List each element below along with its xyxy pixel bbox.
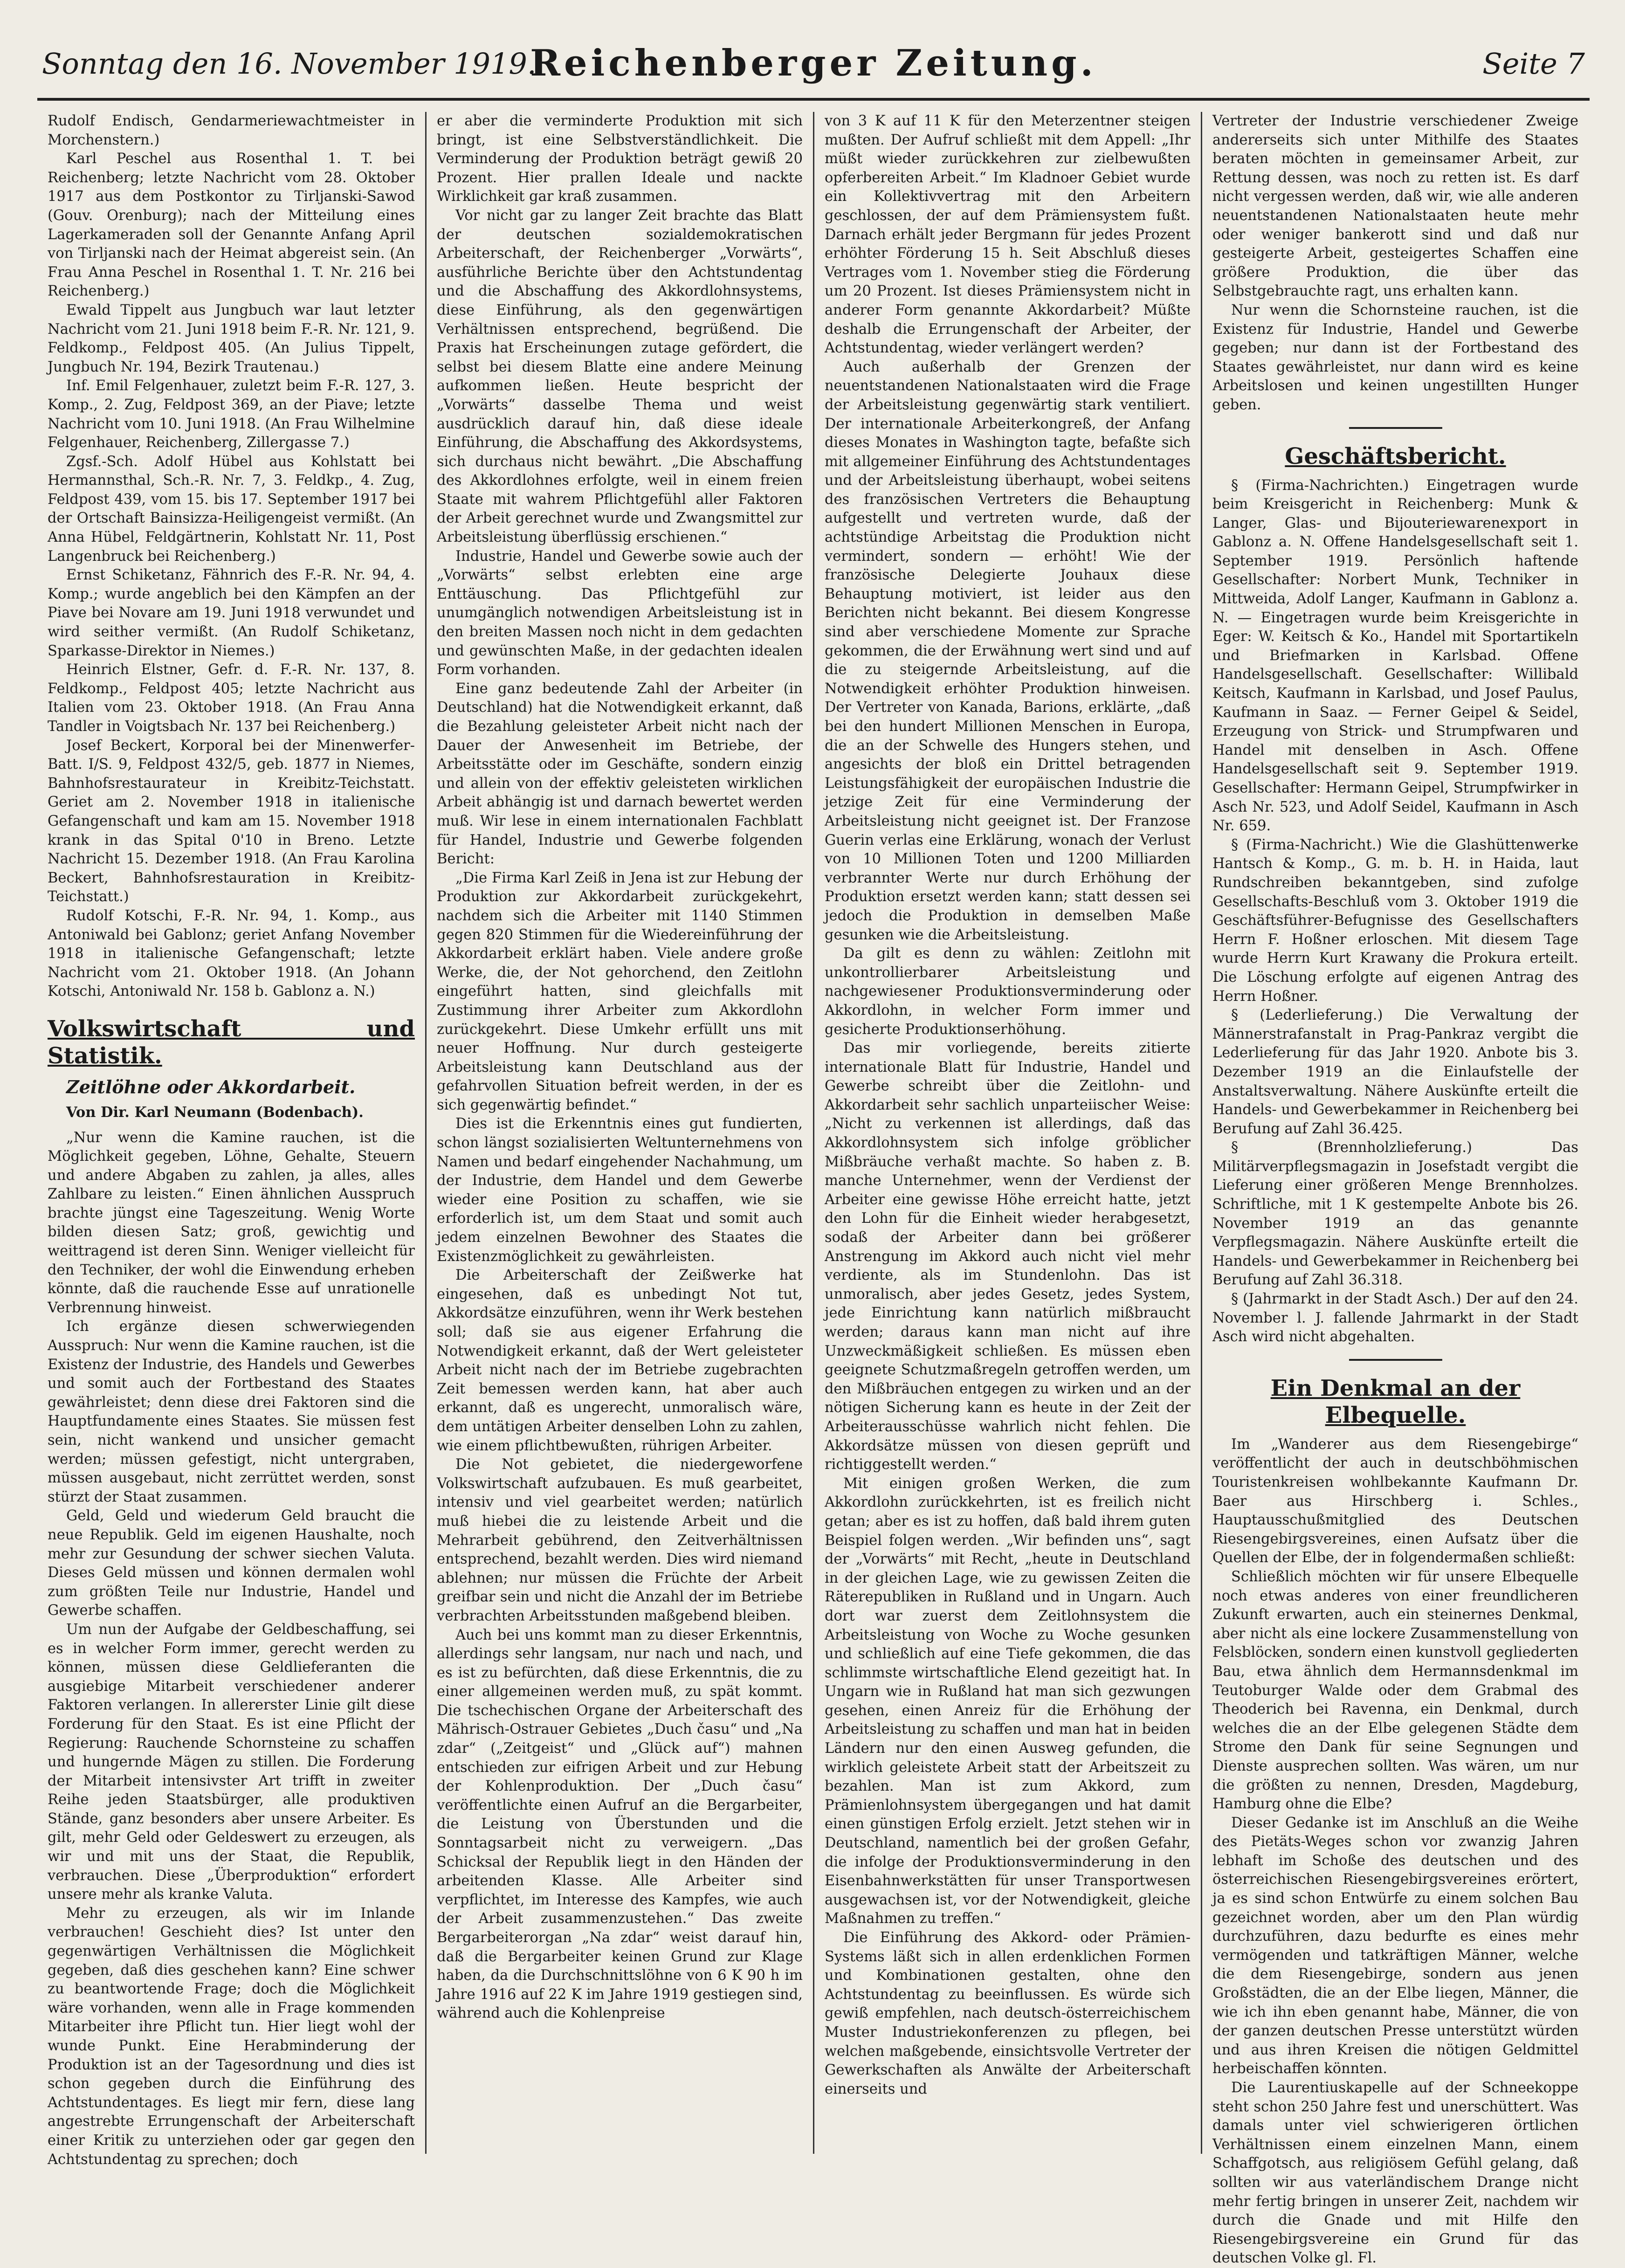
issue-date: Sonntag den 16. November 1919.: [42, 47, 537, 81]
paragraph: Zgsf.-Sch. Adolf Hübel aus Kohlstatt bei Hermannsthal, Sch.-R. Nr. 7, 3. Feldkp., 4. Zug, Feldpost 439, vom 15. bis 17. September 1917 bei der Ortschaft Bainsizza-Heiligengeist vermißt. (An Anna Hübel, Feldgärtnerin, Kohlstatt Nr. 11, Post Langenbruck bei Reichenberg.): [48, 453, 415, 565]
paragraph: § (Jahrmarkt in der Stadt Asch.) Der auf den 24. November l. J. fallende Jahrmarkt in der Stadt Asch wird nicht abgehalten.: [1212, 1291, 1578, 1345]
paragraph: Im „Wanderer aus dem Riesengebirge“ veröffentlicht der auch in deutschböhmischen Touristenkreisen wohlbekannte Kaufmann Dr. Baer aus Hirschberg i. Schles., Hauptausschußmitglied des Deutschen Riesengebirgsvereines, einen Aufsatz über die Quellen der Elbe, der in folgendermaßen schließt:: [1212, 1436, 1578, 1566]
article-columns: [37, 112, 1590, 2267]
paragraph: Ewald Tippelt aus Jungbuch war laut letzter Nachricht vom 21. Juni 1918 beim F.-R. Nr. 121, 9. Feldkomp., Feldpost 405. (An Julius Tippelt, Jungbuch Nr. 194, Bezirk Trautenau.): [48, 302, 415, 375]
paragraph: Schließlich möchten wir für unsere Elbequelle noch etwas anderes von einer freundlicheren Zukunft erwarten, auch ein steinernes Denkmal, aber nicht als eine lockere Zusammenstellung von Felsblöcken, sondern einen kunstvoll gegliederten Bau, etwa ähnlich dem Hermannsdenkmal im Teutoburger Walde oder dem Grabmal des Theoderich bei Ravenna, ein Denkmal, durch welches die an der Elbe gelegenen Städte dem Strome den Dank für seine Segnungen und Dienste ausprechen sollten. Was wären, um nur die größten zu nennen, Dresden, Magdeburg, Hamburg ohne die Elbe?: [1212, 1568, 1578, 1813]
paragraph: § (Firma-Nachrichten.) Eingetragen wurde beim Kreisgericht in Reichenberg: Munk & Langer, Glas- und Bijouteriewarenexport in Gablonz a. N. Offene Handelsgesellschaft seit 1. September 1919. Persönlich haftende Gesellschafter: Norbert Munk, Techniker in Mittweida, Adolf Langer, Kaufmann in Gablonz a. N. — Eingetragen wurde beim Kreisgerichte in Eger: W. Keitsch & Ko., Handel mit Sportartikeln und Briefmarken in Karlsbad. Offene Handelsgesellschaft. Gesellschafter: Willibald Keitsch, Kaufmann in Karlsbad, und Josef Paulus, Kaufmann in Saaz. — Ferner Geipel & Seidel, Erzeugung von Strick- und Strumpfwaren und Handel mit denselben in Asch. Offene Handelsgesellschaft seit 9. September 1919. Gesellschafter: Hermann Geipel, Strumpfwirker in Asch Nr. 523, und Adolf Seidel, Kaufmann in Asch Nr. 659.: [1212, 477, 1578, 834]
paragraph: Auch außerhalb der Grenzen der neuentstandenen Nationalstaaten wird die Frage der Arbeitsleistung gegenwärtig stark ventiliert. Der internationale Arbeiterkongreß, der Anfang dieses Monates in Washington tagte, befaßte sich mit allgemeiner Einführung des Achtstundentages und der Arbeitsleistung überhaupt, wobei seitens des französischen Vertreters die Behauptung aufgestellt und vertreten wurde, daß der achtstündige Arbeitstag die Produktion nicht vermindert, sondern — erhöht! Wie der französische Delegierte Jouhaux diese Behauptung motiviert, ist leider aus den Berichten nicht bekannt. Bei diesem Kongresse sind aber verschiedene Momente zur Sprache gekommen, die der Erwähnung wert sind und auf die zu steigernde Arbeitsleistung, auf die Notwendigkeit erhöhter Produktion hinweisen. Der Vertreter von Kanada, Barions, erklärte, „daß bei den hundert Millionen Menschen in Europa, die an der Schwelle des Hungers stehen, und angesichts der bloß ein Drittel betragenden Leistungsfähigkeit der europäischen Industrie die jetzige Zeit für eine Verminderung der Arbeitsleistung nicht geeignet ist. Der Franzose Guerin verlas eine Erklärung, wonach der Verlust von 10 Millionen Toten und 1200 Milliarden verbrannter Werte nur durch Erhöhung der Produktion ersetzt werden kann; statt dessen sei jedoch die Produktion in demselben Maße gesunken wie die Arbeitsleistung.: [825, 358, 1191, 943]
paragraph: Ich ergänze diesen schwerwiegenden Ausspruch: Nur wenn die Kamine rauchen, ist die Existenz der Industrie, des Handels und Gewerbes und somit auch der Fortbestand des Staates gewährleistet; denn diese drei Faktoren sind die Hauptfundamente eines Staates. Sie müssen fest sein, nicht wankend und unsicher gemacht werden; müssen gefestigt, nicht untergraben, müssen ausgebaut, nicht zerrüttet werden, sonst stürzt der Staat zusammen.: [48, 1318, 415, 1505]
paragraph: Karl Peschel aus Rosenthal 1. T. bei Reichenberg; letzte Nachricht vom 28. Oktober 1917 aus dem Postkontor zu Tirljanski-Sawod (Gouv. Orenburg); nach der Mitteilung eines Lagerkameraden soll der Genannte Anfang April von Tirljanski nach der Heimat abgereist sein. (An Frau Anna Peschel in Rosenthal 1. T. Nr. 216 bei Reichenberg.): [48, 151, 415, 300]
article-title: Zeitlöhne oder Akkordarbeit.: [66, 1076, 356, 1097]
paragraph: Inf. Emil Felgenhauer, zuletzt beim F.-R. 127, 3. Komp., 2. Zug, Feldpost 369, an der Piave; letzte Nachricht vom 10. Juni 1918. (An Frau Wilhelmine Felgenhauer, Reichenberg, Zillergasse 7.): [48, 378, 415, 451]
paragraph: Die Arbeiterschaft der Zeißwerke hat eingesehen, daß es unbedingt Not tut, Akkordsätze einzuführen, wenn ihr Werk bestehen soll; daß sie aus eigener Erfahrung die Notwendigkeit erkannt, daß der Wert geleisteter Arbeit nicht nach der im Betriebe zugebrachten Zeit bemessen werden kann, hat aber auch erkannt, daß es ungerecht, unmoralisch wäre, dem untätigen Arbeiter denselben Lohn zu zahlen, wie einem pflichtbewußten, rührigen Arbeiter.: [437, 1267, 803, 1454]
article-author: Von Dir. Karl Neumann (Bodenbach).: [66, 1103, 364, 1121]
paragraph: § (Firma-Nachricht.) Wie die Glashüttenwerke Hantsch & Komp., G. m. b. H. in Haida, laut Rundschreiben bekanntgeben, sind zufolge Gesellschafts-Beschluß vom 3. Oktober 1919 die Geschäftsführer-Befugnisse des Gesellschafters Herrn F. Hoßner erloschen. Mit diesem Tage wurde Herrn Kurt Krawany die Prokura erteilt. Die Löschung erfolgte auf eigenen Antrag des Herrn Hoßner.: [1212, 836, 1578, 1005]
section-title: Volkswirtschaft und Statistik.: [48, 1015, 415, 1069]
paragraph: Dieser Gedanke ist im Anschluß an die Weihe des Pietäts-Weges schon vor zwanzig Jahren lebhaft im Schoße des deutschen und des österreichischen Riesengebirgsvereines erörtert, ja es sind schon Entwürfe zu einem solchen Bau gezeichnet worden, aber um den Plan würdig durchzuführen, dazu bedurfte es eines mehr vermögenden und tatkräftigen Männer, welche die dem Riesengebirge, sondern aus jenen Großstädten, die an der Elbe liegen, Männer, die wie ich ihn eben genannt habe, Männer, die von der ganzen deutschen Presse unterstützt würden und aus ihren Kreisen die nötigen Geldmittel herbeischaffen könnten.: [1212, 1814, 1578, 2077]
paragraph: Um nun der Aufgabe der Geldbeschaffung, sei es in welcher Form immer, gerecht werden zu können, müssen diese Geldlieferanten die ausgiebige Mitarbeit verschiedener anderer Faktoren verlangen. In allererster Linie gilt diese Forderung für den Staat. Es ist eine Pflicht der Regierung: Rauchende Schornsteine zu schaffen und hungernde Mägen zu stillen. Die Forderung der Mitarbeit intensivster Art trifft in zweiter Reihe jeden Staatsbürger, alle produktiven Stände, ganz besonders aber unsere Arbeiter. Es gilt, mehr Geld oder Geldeswert zu erzeugen, als wir und mit uns der Staat, die Republik, verbrauchen. Diese „Überproduktion“ erfordert unsere mehr als kranke Valuta.: [48, 1621, 415, 1903]
column-2: [425, 112, 813, 2154]
newspaper-title: Reichenberger Zeitung.: [530, 42, 1097, 84]
column-3: [813, 112, 1201, 2154]
paragraph: § (Lederlieferung.) Die Verwaltung der Männerstrafanstalt in Prag-Pankraz vergibt die Lederlieferung für das Jahr 1920. Anbote bis 3. Dezember 1919 an die Einlaufstelle der Anstaltsverwaltung. Nähere Auskünfte erteilt die Handels- und Gewerbekammer in Reichenberg bei Berufung auf Zahl 36.425.: [1212, 1007, 1578, 1137]
paragraph: er aber die verminderte Produktion mit sich bringt, ist eine Selbstverständlichkeit. Die Verminderung der Produktion beträgt gewiß 20 Prozent. Hier prallen Ideale und nackte Wirklichkeit gar kraß zusammen.: [437, 113, 803, 205]
paragraph: Ernst Schiketanz, Fähnrich des F.-R. Nr. 94, 4. Komp.; wurde angeblich bei den Kämpfen an der Piave bei Novare am 19. Juni 1918 verwundet und wird seither vermißt. (An Rudolf Schiketanz, Sparkasse-Direktor in Niemes.): [48, 567, 415, 659]
divider: [1349, 1359, 1442, 1361]
column-4: [1201, 112, 1589, 2267]
paragraph: Das mir vorliegende, bereits zitierte internationale Blatt für Industrie, Handel und Gewerbe schreibt über die Zeitlohn- und Akkordarbeit sehr sachlich unparteiischer Weise: „Nicht zu verkennen ist allerdings, daß das Akkordlohnsystem sich infolge gröblicher Mißbräuche verhaßt machte. So haben z. B. manche Unternehmer, wenn der Verdienst der Arbeiter eine gewisse Höhe erreicht hatte, jetzt den Lohn für die Einheit wieder herabgesetzt, sodaß der Arbeiter dann bei größerer Anstrengung im Akkord auch nicht viel mehr verdiente, als im Stundenlohn. Das ist unmoralisch, aber jedes Gesetz, jedes System, jede Einrichtung kann natürlich mißbraucht werden; daraus kann man nicht auf ihre Unzweckmäßigkeit schließen. Es müssen eben geeignete Schutzmaßregeln getroffen werden, um den Mißbräuchen entgegen zu wirken und an der nötigen Sicherung kann es heute in der Zeit der Arbeiterausschüsse wahrlich nicht fehlen. Die Akkordsätze müssen von diesen geprüft und richtiggestellt werden.“: [825, 1040, 1191, 1473]
section-title: Geschäftsbericht.: [1285, 443, 1506, 469]
paragraph: Nur wenn die Schornsteine rauchen, ist die Existenz für Industrie, Handel und Gewerbe gegeben; nur dann ist der Fortbestand des Staates gewährleistet, nur dann wird es keine Arbeitslosen und keinen ungestillten Hunger geben.: [1212, 302, 1578, 413]
paragraph: Da gilt es denn zu wählen: Zeitlohn mit unkontrollierbarer Arbeitsleistung und nachgewiesener Produktionsverminderung oder Akkordlohn, in welcher Form immer und gesicherte Produktionserhöhung.: [825, 945, 1191, 1038]
paragraph: Mehr zu erzeugen, als wir im Inlande verbrauchen! Geschieht dies? Ist unter den gegenwärtigen Verhältnissen die Möglichkeit gegeben, daß dies geschehen kann? Eine schwer zu beantwortende Frage; doch die Möglichkeit wäre vorhanden, wenn alle in Frage kommenden Mitarbeiter ihre Pflicht tun. Hier liegt wohl der wunde Punkt. Eine Herabminderung der Produktion ist an der Tagesordnung und dies ist schon gegeben durch die Einführung des Achtstundentages. Es liegt mir fern, diese lang angestrebte Errungenschaft der Arbeiterschaft einer Kritik zu unterziehen oder gar gegen den Achtstundentag zu sprechen; doch: [48, 1905, 415, 2168]
paragraph: Josef Beckert, Korporal bei der Minenwerfer-Batt. I/S. 9, Feldpost 432/5, geb. 1877 in Niemes, Bahnhofsrestaurateur in Kreibitz-Teichstatt. Geriet am 2. November 1918 in italienische Gefangenschaft und kam am 15. November 1918 krank in das Spital 0'10 in Breno. Letzte Nachricht 15. Dezember 1918. (An Frau Karolina Beckert, Bahnhofsrestauration in Kreibitz-Teichstatt.): [48, 737, 415, 905]
paragraph: Die Einführung des Akkord- oder Prämien-Systems läßt sich in allen erdenklichen Formen und Kombinationen gestalten, ohne den Achtstundentag zu beeinflussen. Es würde sich gewiß empfehlen, nach deutsch-österreichischem Muster Industriekonferenzen zu pflegen, bei welchen maßgebende, einsichtsvolle Vertreter der Gewerkschaften als Anwälte der Arbeiterschaft einerseits und: [825, 1930, 1191, 2097]
article-title: Ein Denkmal an der Elbequelle.: [1270, 1375, 1521, 1428]
paragraph: § (Brennholzlieferung.) Das Militärverpflegsmagazin in Josefstadt vergibt die Lieferung einer größeren Menge Brennholzes. Schriftliche, mit 1 K gestempelte Anbote bis 26. November 1919 an das genannte Verpflegsmagazin. Nähere Auskünfte erteilt die Handels- und Gewerbekammer in Reichenberg bei Berufung auf Zahl 36.318.: [1212, 1139, 1578, 1289]
paragraph: Heinrich Elstner, Gefr. d. F.-R. Nr. 137, 8. Feldkomp., Feldpost 405; letzte Nachricht aus Italien vom 23. Oktober 1918. (An Frau Anna Tandler in Voigtsbach Nr. 137 bei Reichenberg.): [48, 662, 415, 735]
paragraph: Mit einigen großen Werken, die zum Akkordlohn zurückkehrten, ist es freilich nicht getan; aber es ist zu hoffen, daß bald ihrem guten Beispiel folgen werden. „Wir befinden uns“, sagt der „Vorwärts“ mit Recht, „heute in Deutschland in der gleichen Lage, wie zu gewissen Zeiten die Räterepubliken in Rußland und in Ungarn. Auch dort war zuerst dem Zeitlohnsystem die Arbeitsleistung von Woche zu Woche gesunken und schließlich auf eine Tiefe gekommen, die das schlimmste wirtschaftliche Elend gezeitigt hat. In Ungarn wie in Rußland hat man sich gezwungen gesehen, einen Anreiz für die Erhöhung der Arbeitsleistung zu schaffen und man hat in beiden Ländern nur den einen Ausweg gefunden, die wirklich geleistete Arbeit statt der Arbeitszeit zu bezahlen. Man ist zum Akkord, zum Prämienlohnsystem übergegangen und hat damit einen günstigen Erfolg erzielt. Jetzt stehen wir in Deutschland, namentlich bei der großen Gefahr, die infolge der Produktionsverminderung in den Eisenbahnwerkstätten für unser Transportwesen ausgewachsen ist, vor der Notwendigkeit, gleiche Maßnahmen zu treffen.“: [825, 1475, 1191, 1927]
paragraph: Vor nicht gar zu langer Zeit brachte das Blatt der deutschen sozialdemokratischen Arbeiterschaft, der Reichenberger „Vorwärts“, ausführliche Berichte über den Achtstundentag und die Abschaffung des Akkordlohnsystems, diese Einführung, als den gegenwärtigen Verhältnissen entsprechend, begrüßend. Die Praxis hat Erscheinungen zutage gefördert, die selbst bei diesem Blatte eine andere Meinung aufkommen ließen. Heute bespricht der „Vorwärts“ dasselbe Thema und weist ausdrücklich darauf hin, daß diese ideale Einführung, die Abschaffung des Akkordsystems, sich durchaus nicht bewährt. „Die Abschaffung des Akkordlohnes erfolgte, weil in einem freien Staate mit wahrem Pflichtgefühl aller Faktoren der Arbeit gerechnet wurde und Zwangsmittel zur Arbeitsleistung überflüssig erschienen.“: [437, 207, 803, 546]
paragraph: „Nur wenn die Kamine rauchen, ist die Möglichkeit gegeben, Löhne, Gehalte, Steuern und andere Abgaben zu zahlen, ja alles, alles Zahlbare zu leisten.“ Einen ähnlichen Ausspruch brachte jüngst eine Tageszeitung. Wenig Worte bilden diesen Satz; groß, gewichtig und weittragend ist deren Sinn. Weniger vielleicht für den Techniker, der wohl die Einwendung erheben könnte, daß die rauchende Esse auf unrationelle Verbrennung hinweist.: [48, 1129, 415, 1316]
paragraph: Industrie, Handel und Gewerbe sowie auch der „Vorwärts“ selbst erlebten eine arge Enttäuschung. Das Pflichtgefühl zur unumgänglich notwendigen Arbeitsleistung ist in den breiten Massen noch nicht in dem gedachten und gewünschten Maße, in der gedachten idealen Form vorhanden.: [437, 548, 803, 678]
paragraph: Auch bei uns kommt man zu dieser Erkenntnis, allerdings sehr langsam, nur nach und nach, und es ist zu befürchten, daß diese Erkenntnis, die zu einer allgemeinen werden muß, zu spät kommt. Die tschechischen Organe der Arbeiterschaft des Mährisch-Ostrauer Gebietes „Duch času“ und „Na zdar“ („Zeitgeist“ und „Glück auf“) mahnen entschieden zur eifrigen Arbeit und zur Hebung der Kohlenproduktion. Der „Duch času“ veröffentlichte einen Aufruf an die Bergarbeiter, die Leistung von Überstunden und die Sonntagsarbeit nicht zu verweigern. „Das Schicksal der Republik liegt in den Händen der arbeitenden Klasse. Alle Arbeiter sind verpflichtet, im Interesse des Kampfes, wie auch der Arbeit zusammenzustehen.“ Das zweite Bergarbeiterorgan „Na zdar“ weist darauf hin, daß die Bergarbeiter keinen Grund zur Klage haben, da die Durchschnittslöhne von 6 K 90 h im Jahre 1916 auf 22 K im Jahre 1919 gestiegen sind, während auch die Kohlenpreise: [437, 1627, 803, 2022]
page-number: Seite 7: [1482, 47, 1585, 81]
paragraph: Eine ganz bedeutende Zahl der Arbeiter (in Deutschland) hat die Notwendigkeit erkannt, daß die Bezahlung geleisteter Arbeit nicht nach der Dauer der Anwesenheit im Betriebe, der Arbeitsstätte oder im Geschäfte, sondern einzig und allein von der effektiv geleisteten wirklichen Arbeit abhängig ist und darnach bewertet werden muß. Wir lese in einem internationalen Fachblatt für Handel, Industrie und Gewerbe folgenden Bericht:: [437, 680, 803, 868]
paragraph: Rudolf Endisch, Gendarmeriewachtmeister in Morchenstern.): [48, 113, 415, 148]
paragraph: Rudolf Kotschi, F.-R. Nr. 94, 1. Komp., aus Antoniwald bei Gablonz; geriet Anfang November 1918 in italienische Gefangenschaft; letzte Nachricht vom 21. Oktober 1918. (An Johann Kotschi, Antoniwald Nr. 158 b. Gablonz a. N.): [48, 907, 415, 1000]
paragraph: Geld, Geld und wiederum Geld braucht die neue Republik. Geld im eigenen Haushalte, noch mehr zur Gesundung der schwer siechen Valuta. Dieses Geld müssen und können dermalen wohl zum größten Teile nur Industrie, Handel und Gewerbe schaffen.: [48, 1508, 415, 1619]
paragraph: Vertreter der Industrie verschiedener Zweige andererseits sich unter Mithilfe des Staates beraten möchten in gemeinsamer Arbeit, zur Rettung dessen, was noch zu retten ist. Es darf nicht vergessen werden, daß wir, wie alle anderen neuentstandenen Nationalstaaten heute mehr oder weniger bankerott sind und daß nur gesteigerte Arbeit, gesteigertes Schaffen eine größere Produktion, die über das Selbstgebrauchte ragt, uns erhalten kann.: [1212, 113, 1578, 300]
page-header: [37, 19, 1590, 101]
paragraph: von 3 K auf 11 K für den Meterzentner steigen mußten. Der Aufruf schließt mit dem Appell: „Ihr müßt wieder zurückkehren zur zielbewußten opferbereiten Arbeit.“ Im Kladnoer Gebiet wurde ein Kollektivvertrag mit den Arbeitern geschlossen, der auf dem Prämiensystem fußt. Darnach erhält jeder Bergmann für jedes Prozent erhöhter Förderung 15 h. Seit Abschluß dieses Vertrages vom 1. November stieg die Förderung um 20 Prozent. Ist dieses Prämiensystem nicht in anderer Form genannte Akkordarbeit? Müßte deshalb die Errungenschaft der Arbeiter, der Achtstundentag, wieder verlängert werden?: [825, 113, 1191, 357]
paragraph: Die Not gebietet, die niedergeworfene Volkswirtschaft aufzubauen. Es muß gearbeitet, intensiv und viel gearbeitet werden; natürlich muß hiebei die zu leistende Arbeit und die Mehrarbeit gebührend, den Zeitverhältnissen entsprechend, bezahlt werden. Dies wird niemand ablehnen; nur müssen die Früchte der Arbeit greifbar sein und nicht die Anzahl der im Betriebe verbrachten Arbeitsstunden maßgebend bleiben.: [437, 1456, 803, 1624]
column-1: [37, 112, 425, 2168]
paragraph: Die Laurentiuskapelle auf der Schneekoppe steht schon 250 Jahre fest und unerschüttert. Was damals unter viel schwierigeren örtlichen Verhältnissen einem einzelnen Mann, einem Schaffgotsch, aus religiösem Gefühl gelang, daß sollten wir aus vaterländischem Drange nicht mehr fertig bringen in unserer Zeit, nachdem wir durch die Gnade und mit Hilfe den Riesengebirgsvereine ein Grund für das deutschen Volke gl. Fl.: [1212, 2080, 1578, 2267]
divider: [1349, 427, 1442, 429]
paragraph: „Die Firma Karl Zeiß in Jena ist zur Hebung der Produktion zur Akkordarbeit zurückgekehrt, nachdem sich die Arbeiter mit 1140 Stimmen gegen 820 Stimmen für die Wiedereinführung der Akkordarbeit erklärt haben. Viele andere große Werke, die, der Not gehorchend, den Zeitlohn eingeführt hatten, sind gleichfalls mit Zustimmung ihrer Arbeiter zum Akkordlohn zurückgekehrt. Diese Umkehr erfüllt uns mit neuer Hoffnung. Nur durch gesteigerte Arbeitsleistung kann Deutschland aus der gefahrvollen Situation befreit werden, in der es sich gegenwärtig befindet.“: [437, 869, 803, 1113]
paragraph: Dies ist die Erkenntnis eines gut fundierten, schon längst sozialisierten Weltunternehmens von Namen und bedarf eingehender Nachahmung, um der Industrie, dem Handel und dem Gewerbe wieder eine Position zu schaffen, wie sie erforderlich ist, um dem Staat und somit auch jedem einzelnen Bewohner des Staates die Existenzmöglichkeit zu gewährleisten.: [437, 1116, 803, 1265]
